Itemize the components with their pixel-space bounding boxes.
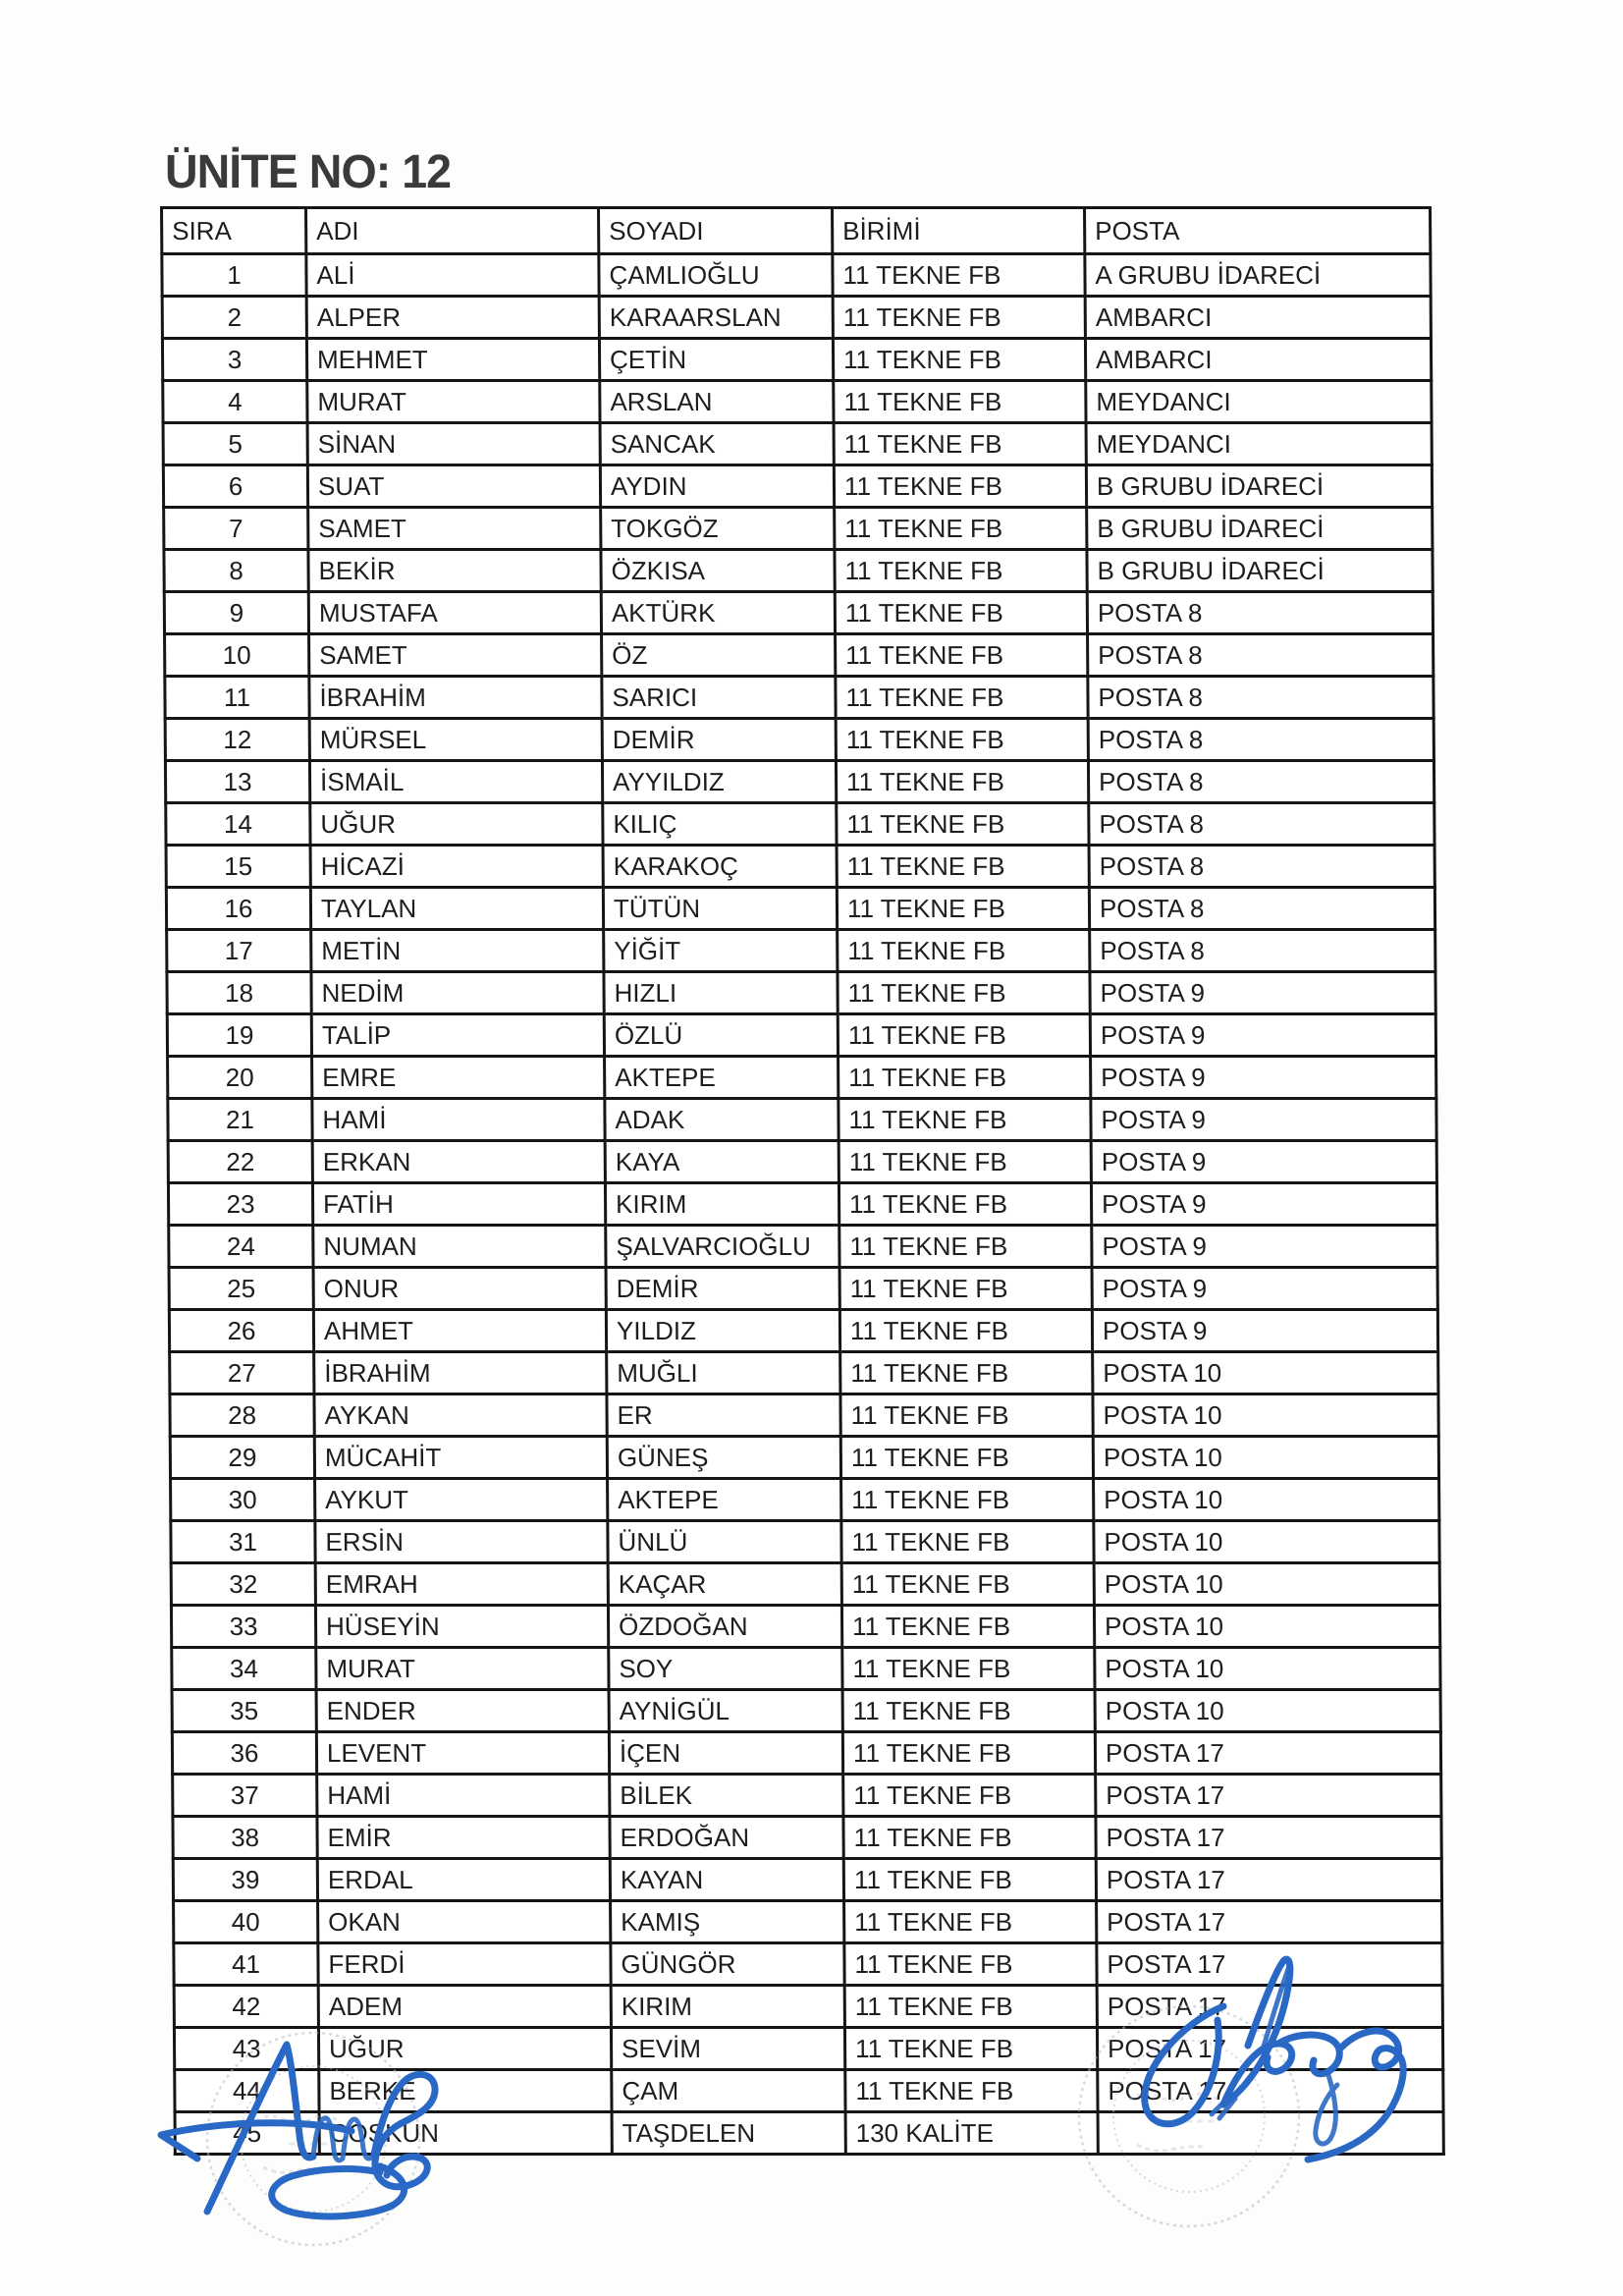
cell-adi: COŞKUN	[319, 2112, 612, 2155]
col-header-birimi: BİRİMİ	[833, 208, 1085, 254]
col-header-posta: POSTA	[1085, 208, 1431, 254]
col-header-sira: SIRA	[162, 208, 306, 254]
table-row	[163, 423, 1432, 465]
cell-sira: 41	[174, 1943, 318, 1986]
table-row	[165, 634, 1434, 677]
cell-sira: 44	[175, 2070, 319, 2112]
cell-soyadi: ÇETİN	[599, 339, 833, 381]
cell-adi: MUSTAFA	[308, 592, 601, 634]
cell-adi: EMRAH	[315, 1563, 608, 1606]
cell-sira: 26	[169, 1310, 313, 1352]
cell-sira: 40	[174, 1901, 318, 1943]
cell-adi: FATİH	[312, 1183, 605, 1226]
cell-birimi: 11 TEKNE FB	[843, 1817, 1096, 1859]
cell-sira: 1	[162, 254, 306, 297]
cell-birimi: 11 TEKNE FB	[838, 1014, 1090, 1057]
cell-soyadi: MUĞLI	[607, 1352, 840, 1394]
cell-birimi: 11 TEKNE FB	[843, 1859, 1096, 1901]
cell-posta: POSTA 17	[1097, 2028, 1442, 2070]
cell-adi: ERSİN	[315, 1521, 608, 1563]
table-row	[171, 1563, 1439, 1606]
cell-birimi: 11 TEKNE FB	[841, 1606, 1094, 1648]
cell-soyadi: HIZLI	[604, 972, 838, 1014]
cell-posta: B GRUBU İDARECİ	[1087, 508, 1433, 550]
cell-posta: A GRUBU İDARECİ	[1085, 254, 1431, 297]
cell-soyadi: KAYA	[605, 1141, 839, 1183]
cell-soyadi: ÖZ	[602, 634, 836, 677]
cell-sira: 15	[166, 846, 310, 888]
cell-soyadi: KIRIM	[611, 1986, 844, 2028]
cell-sira: 27	[170, 1352, 314, 1394]
table-row	[173, 1775, 1441, 1817]
cell-adi: MURAT	[307, 381, 600, 423]
table-row	[168, 1057, 1436, 1099]
cell-adi: SUAT	[307, 465, 600, 508]
cell-adi: SİNAN	[307, 423, 600, 465]
table-row	[174, 1986, 1442, 2028]
cell-birimi: 11 TEKNE FB	[836, 634, 1088, 677]
cell-adi: ADEM	[318, 1986, 611, 2028]
table-row	[163, 465, 1432, 508]
cell-sira: 31	[171, 1521, 315, 1563]
cell-sira: 24	[169, 1226, 313, 1268]
cell-soyadi: TAŞDELEN	[612, 2112, 845, 2155]
table-row	[175, 2070, 1443, 2112]
cell-soyadi: AYNİGÜL	[609, 1690, 842, 1732]
cell-adi: AYKAN	[314, 1394, 607, 1437]
cell-birimi: 11 TEKNE FB	[841, 1521, 1094, 1563]
table-row	[168, 1141, 1436, 1183]
cell-posta: POSTA 10	[1093, 1437, 1438, 1479]
cell-sira: 20	[168, 1057, 312, 1099]
cell-adi: FERDİ	[318, 1943, 611, 1986]
cell-posta: POSTA 8	[1088, 634, 1434, 677]
cell-birimi: 11 TEKNE FB	[840, 1352, 1093, 1394]
cell-birimi: 11 TEKNE FB	[839, 1183, 1091, 1226]
cell-posta: MEYDANCI	[1086, 381, 1432, 423]
cell-birimi: 11 TEKNE FB	[844, 1943, 1097, 1986]
cell-birimi: 11 TEKNE FB	[844, 1901, 1097, 1943]
cell-sira: 7	[164, 508, 308, 550]
cell-adi: MÜCAHİT	[314, 1437, 607, 1479]
cell-sira: 38	[173, 1817, 317, 1859]
cell-sira: 16	[166, 888, 310, 930]
cell-birimi: 11 TEKNE FB	[836, 677, 1088, 719]
cell-sira: 45	[175, 2112, 319, 2155]
table-row	[175, 2112, 1443, 2155]
cell-birimi: 11 TEKNE FB	[833, 339, 1085, 381]
cell-soyadi: ARSLAN	[600, 381, 834, 423]
cell-soyadi: AKTEPE	[608, 1479, 841, 1521]
cell-posta: POSTA 10	[1095, 1690, 1440, 1732]
table-row	[170, 1437, 1438, 1479]
table-row	[164, 592, 1433, 634]
cell-soyadi: DEMİR	[606, 1268, 839, 1310]
cell-adi: NEDİM	[311, 972, 604, 1014]
cell-sira: 33	[171, 1606, 315, 1648]
cell-posta: POSTA 10	[1094, 1563, 1439, 1606]
cell-sira: 13	[165, 761, 309, 803]
cell-posta: POSTA 8	[1088, 761, 1434, 803]
cell-adi: HÜSEYİN	[315, 1606, 608, 1648]
cell-sira: 28	[170, 1394, 314, 1437]
cell-posta: POSTA 10	[1095, 1648, 1440, 1690]
cell-posta: POSTA 10	[1094, 1606, 1439, 1648]
cell-posta: MEYDANCI	[1086, 423, 1432, 465]
cell-soyadi: KIRIM	[605, 1183, 839, 1226]
cell-posta: POSTA 10	[1094, 1479, 1439, 1521]
cell-adi: UĞUR	[318, 2028, 611, 2070]
table-row	[167, 930, 1435, 972]
cell-birimi: 11 TEKNE FB	[843, 1775, 1096, 1817]
cell-birimi: 11 TEKNE FB	[841, 1479, 1094, 1521]
cell-sira: 2	[162, 297, 306, 339]
cell-soyadi: GÜNEŞ	[607, 1437, 840, 1479]
cell-birimi: 11 TEKNE FB	[839, 1310, 1092, 1352]
table-row	[171, 1606, 1439, 1648]
cell-soyadi: SOY	[609, 1648, 842, 1690]
cell-posta: B GRUBU İDARECİ	[1086, 465, 1432, 508]
cell-sira: 11	[165, 677, 309, 719]
cell-posta: POSTA 9	[1090, 972, 1435, 1014]
cell-birimi: 11 TEKNE FB	[836, 761, 1088, 803]
cell-sira: 12	[165, 719, 309, 761]
cell-posta: AMBARCI	[1085, 339, 1431, 381]
cell-adi: SAMET	[308, 508, 601, 550]
cell-posta: POSTA 9	[1091, 1141, 1436, 1183]
cell-birimi: 11 TEKNE FB	[837, 888, 1089, 930]
cell-soyadi: ADAK	[605, 1099, 839, 1141]
cell-posta: POSTA 8	[1089, 803, 1434, 846]
personnel-roster-table	[160, 206, 1445, 2156]
cell-posta: POSTA 17	[1097, 1901, 1442, 1943]
cell-soyadi: AKTEPE	[605, 1057, 839, 1099]
cell-soyadi: KAMIŞ	[611, 1901, 844, 1943]
cell-sira: 6	[163, 465, 307, 508]
cell-birimi: 11 TEKNE FB	[835, 550, 1087, 592]
cell-birimi: 11 TEKNE FB	[837, 803, 1089, 846]
cell-birimi: 11 TEKNE FB	[842, 1732, 1095, 1775]
cell-soyadi: ÇAMLIOĞLU	[599, 254, 833, 297]
cell-sira: 14	[166, 803, 310, 846]
table-row	[170, 1394, 1438, 1437]
cell-posta: POSTA 17	[1096, 1859, 1441, 1901]
cell-soyadi: ÖZKISA	[601, 550, 835, 592]
cell-birimi: 11 TEKNE FB	[833, 297, 1085, 339]
table-row	[165, 677, 1434, 719]
cell-soyadi: TOKGÖZ	[601, 508, 835, 550]
cell-birimi: 11 TEKNE FB	[842, 1648, 1095, 1690]
cell-sira: 19	[167, 1014, 311, 1057]
table-row	[172, 1732, 1440, 1775]
cell-birimi: 11 TEKNE FB	[840, 1394, 1093, 1437]
cell-soyadi: ERDOĞAN	[610, 1817, 843, 1859]
cell-posta: POSTA 9	[1091, 1099, 1436, 1141]
cell-sira: 8	[164, 550, 308, 592]
cell-sira: 34	[172, 1648, 316, 1690]
cell-posta: POSTA 10	[1093, 1352, 1438, 1394]
cell-posta: POSTA 17	[1096, 1817, 1441, 1859]
cell-posta: POSTA 17	[1095, 1732, 1440, 1775]
cell-soyadi: İÇEN	[609, 1732, 842, 1775]
cell-sira: 29	[170, 1437, 314, 1479]
cell-birimi: 11 TEKNE FB	[839, 1141, 1091, 1183]
cell-sira: 37	[173, 1775, 317, 1817]
table-row	[172, 1648, 1440, 1690]
table-row	[163, 381, 1432, 423]
cell-adi: HAMİ	[312, 1099, 605, 1141]
table-row	[168, 1099, 1436, 1141]
cell-sira: 9	[164, 592, 308, 634]
cell-adi: TAYLAN	[310, 888, 603, 930]
cell-adi: HAMİ	[317, 1775, 610, 1817]
cell-soyadi: ÖZLÜ	[604, 1014, 838, 1057]
cell-birimi: 11 TEKNE FB	[840, 1437, 1093, 1479]
table-row	[162, 254, 1431, 297]
cell-sira: 43	[174, 2028, 318, 2070]
cell-soyadi: AYDIN	[600, 465, 834, 508]
cell-soyadi: SANCAK	[600, 423, 834, 465]
cell-soyadi: ÖZDOĞAN	[608, 1606, 841, 1648]
cell-sira: 3	[162, 339, 306, 381]
cell-posta: POSTA 9	[1092, 1226, 1437, 1268]
table-header-row	[162, 208, 1431, 254]
cell-adi: ERKAN	[312, 1141, 605, 1183]
table-row	[173, 1817, 1441, 1859]
cell-adi: ENDER	[316, 1690, 609, 1732]
table-row	[162, 297, 1431, 339]
cell-adi: AHMET	[313, 1310, 606, 1352]
cell-adi: ALPER	[306, 297, 599, 339]
cell-posta: POSTA 9	[1091, 1183, 1436, 1226]
cell-soyadi: YİĞİT	[604, 930, 838, 972]
cell-soyadi: ER	[607, 1394, 840, 1437]
cell-adi: HİCAZİ	[310, 846, 603, 888]
cell-posta: POSTA 8	[1089, 846, 1434, 888]
cell-adi: METİN	[311, 930, 604, 972]
cell-posta: POSTA 8	[1088, 719, 1434, 761]
cell-sira: 36	[172, 1732, 316, 1775]
cell-posta: AMBARCI	[1085, 297, 1431, 339]
cell-adi: ONUR	[313, 1268, 606, 1310]
cell-soyadi: SEVİM	[611, 2028, 844, 2070]
table-row	[166, 803, 1434, 846]
cell-soyadi: KILIÇ	[603, 803, 837, 846]
cell-soyadi: KAÇAR	[608, 1563, 841, 1606]
table-row	[164, 550, 1433, 592]
cell-posta: POSTA 17	[1098, 2070, 1443, 2112]
table-row	[169, 1268, 1437, 1310]
cell-adi: AYKUT	[315, 1479, 608, 1521]
cell-adi: OKAN	[318, 1901, 611, 1943]
cell-adi: MURAT	[316, 1648, 609, 1690]
cell-soyadi: DEMİR	[602, 719, 836, 761]
cell-posta: POSTA 10	[1093, 1394, 1438, 1437]
cell-posta: POSTA 8	[1090, 930, 1435, 972]
table-row	[168, 1183, 1436, 1226]
cell-birimi: 11 TEKNE FB	[839, 1057, 1091, 1099]
cell-sira: 17	[167, 930, 311, 972]
table-row	[174, 2028, 1442, 2070]
cell-soyadi: GÜNGÖR	[611, 1943, 844, 1986]
cell-birimi: 11 TEKNE FB	[834, 423, 1086, 465]
cell-birimi: 11 TEKNE FB	[833, 254, 1085, 297]
cell-adi: MÜRSEL	[309, 719, 602, 761]
cell-birimi: 11 TEKNE FB	[838, 930, 1090, 972]
cell-soyadi: KARAARSLAN	[599, 297, 833, 339]
cell-adi: MEHMET	[306, 339, 599, 381]
cell-sira: 18	[167, 972, 311, 1014]
cell-posta: POSTA 9	[1092, 1310, 1437, 1352]
cell-adi: İBRAHİM	[314, 1352, 607, 1394]
cell-birimi: 11 TEKNE FB	[844, 1986, 1097, 2028]
cell-soyadi: ÜNLÜ	[608, 1521, 841, 1563]
cell-adi: TALİP	[311, 1014, 604, 1057]
cell-posta: POSTA 8	[1089, 888, 1434, 930]
cell-birimi: 11 TEKNE FB	[834, 465, 1086, 508]
cell-soyadi: SARICI	[602, 677, 836, 719]
table-row	[164, 508, 1433, 550]
table-row	[166, 888, 1434, 930]
cell-adi: ALİ	[306, 254, 599, 297]
cell-birimi: 11 TEKNE FB	[841, 1563, 1094, 1606]
table-row	[162, 339, 1431, 381]
cell-posta	[1098, 2112, 1443, 2155]
cell-birimi: 11 TEKNE FB	[835, 592, 1087, 634]
page-title: ÜNİTE NO: 12	[165, 146, 452, 198]
col-header-soyadi: SOYADI	[599, 208, 833, 254]
cell-posta: POSTA 9	[1090, 1014, 1435, 1057]
cell-adi: BERKE	[319, 2070, 612, 2112]
cell-sira: 23	[168, 1183, 312, 1226]
cell-sira: 35	[172, 1690, 316, 1732]
table-row	[169, 1310, 1437, 1352]
cell-adi: NUMAN	[313, 1226, 606, 1268]
col-header-adi: ADI	[306, 208, 599, 254]
table-row	[174, 1943, 1442, 1986]
cell-birimi: 11 TEKNE FB	[839, 1099, 1091, 1141]
table-row	[170, 1352, 1438, 1394]
cell-posta: POSTA 17	[1096, 1775, 1441, 1817]
table-row	[169, 1226, 1437, 1268]
cell-adi: İBRAHİM	[309, 677, 602, 719]
cell-soyadi: ÇAM	[612, 2070, 845, 2112]
cell-birimi: 11 TEKNE FB	[839, 1226, 1092, 1268]
cell-sira: 32	[171, 1563, 315, 1606]
cell-adi: LEVENT	[316, 1732, 609, 1775]
cell-sira: 30	[171, 1479, 315, 1521]
table-row	[167, 1014, 1435, 1057]
cell-posta: POSTA 9	[1091, 1057, 1436, 1099]
cell-soyadi: AYYILDIZ	[602, 761, 836, 803]
table-row	[171, 1479, 1439, 1521]
cell-posta: POSTA 17	[1097, 1943, 1442, 1986]
cell-adi: UĞUR	[310, 803, 603, 846]
cell-soyadi: ŞALVARCIOĞLU	[606, 1226, 839, 1268]
cell-birimi: 11 TEKNE FB	[842, 1690, 1095, 1732]
cell-adi: EMRE	[312, 1057, 605, 1099]
cell-adi: ERDAL	[317, 1859, 610, 1901]
cell-birimi: 11 TEKNE FB	[844, 2028, 1097, 2070]
table-row	[166, 846, 1434, 888]
cell-adi: İSMAİL	[309, 761, 602, 803]
cell-posta: POSTA 10	[1094, 1521, 1439, 1563]
cell-sira: 21	[168, 1099, 312, 1141]
cell-birimi: 11 TEKNE FB	[836, 719, 1088, 761]
cell-sira: 4	[163, 381, 307, 423]
cell-soyadi: KARAKOÇ	[603, 846, 837, 888]
table-row	[167, 972, 1435, 1014]
cell-sira: 10	[165, 634, 309, 677]
cell-sira: 5	[163, 423, 307, 465]
cell-posta: POSTA 8	[1088, 677, 1434, 719]
table-row	[165, 761, 1434, 803]
cell-sira: 25	[169, 1268, 313, 1310]
cell-birimi: 11 TEKNE FB	[845, 2070, 1098, 2112]
cell-soyadi: BİLEK	[610, 1775, 843, 1817]
cell-posta: B GRUBU İDARECİ	[1087, 550, 1433, 592]
cell-posta: POSTA 8	[1087, 592, 1433, 634]
cell-posta: POSTA 9	[1092, 1268, 1437, 1310]
table-row	[174, 1901, 1442, 1943]
cell-sira: 42	[174, 1986, 318, 2028]
cell-birimi: 130 KALİTE	[845, 2112, 1098, 2155]
table-row	[165, 719, 1434, 761]
cell-soyadi: KAYAN	[610, 1859, 843, 1901]
cell-sira: 22	[168, 1141, 312, 1183]
cell-birimi: 11 TEKNE FB	[835, 508, 1087, 550]
cell-sira: 39	[173, 1859, 317, 1901]
cell-adi: EMİR	[317, 1817, 610, 1859]
table-row	[172, 1690, 1440, 1732]
cell-birimi: 11 TEKNE FB	[837, 846, 1089, 888]
cell-soyadi: TÜTÜN	[603, 888, 837, 930]
cell-birimi: 11 TEKNE FB	[838, 972, 1090, 1014]
table-row	[171, 1521, 1439, 1563]
cell-posta: POSTA 17	[1097, 1986, 1442, 2028]
cell-birimi: 11 TEKNE FB	[839, 1268, 1092, 1310]
cell-soyadi: AKTÜRK	[601, 592, 835, 634]
cell-birimi: 11 TEKNE FB	[834, 381, 1086, 423]
cell-adi: BEKİR	[308, 550, 601, 592]
cell-adi: SAMET	[309, 634, 602, 677]
cell-soyadi: YILDIZ	[606, 1310, 839, 1352]
table-row	[173, 1859, 1441, 1901]
